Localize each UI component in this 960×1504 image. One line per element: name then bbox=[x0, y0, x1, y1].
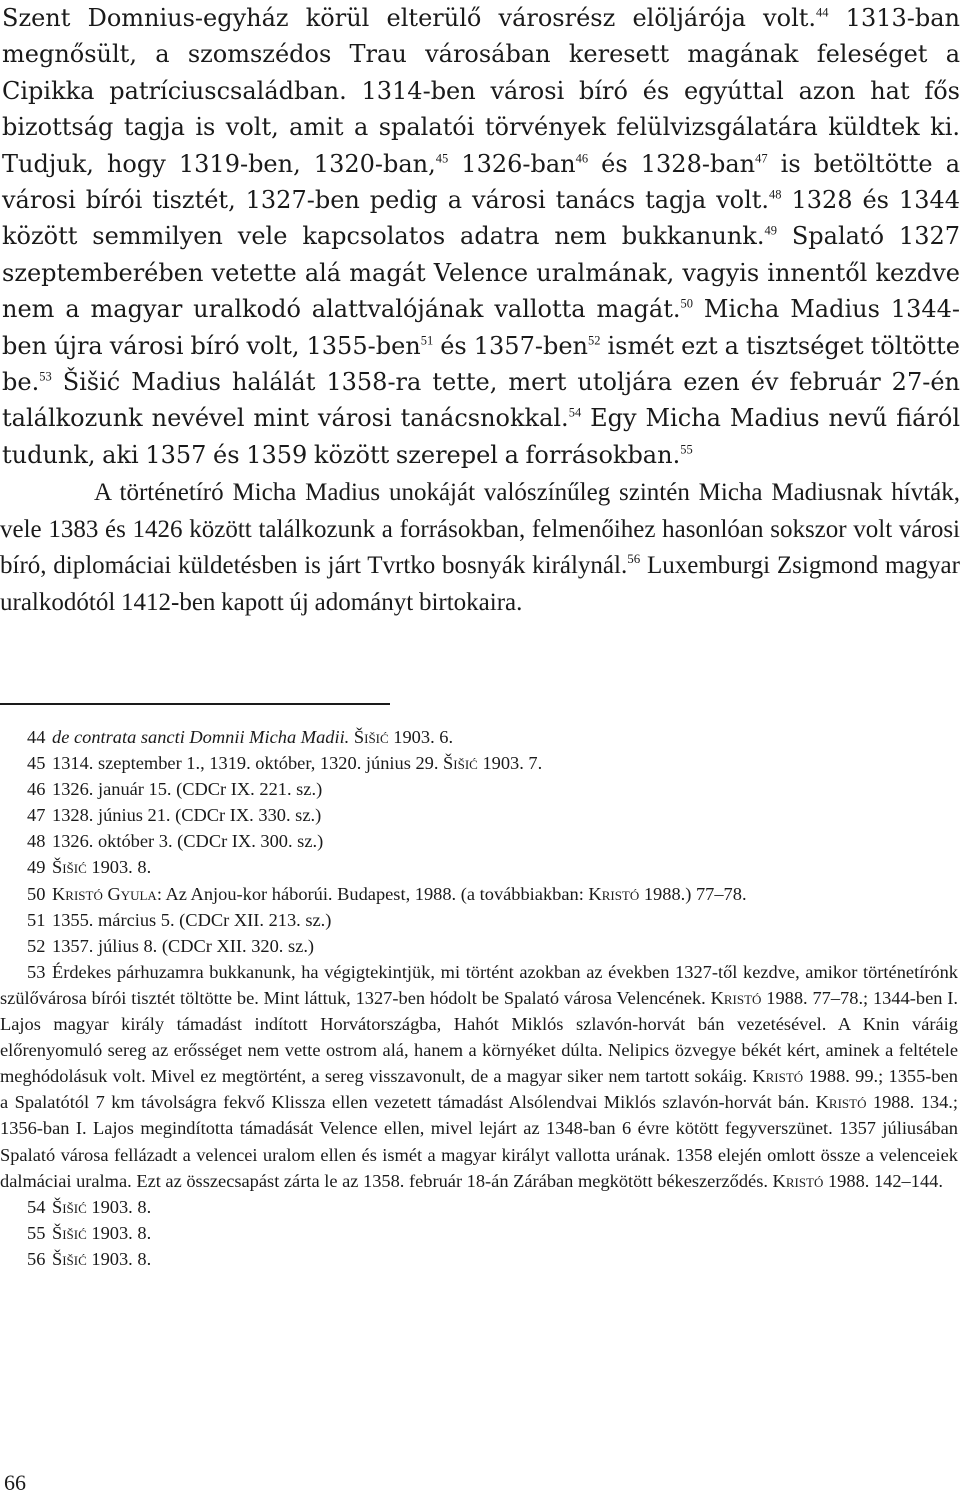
text-run: 1314. szeptember 1., 1319. október, 1320. június 29. bbox=[52, 753, 444, 774]
footnote-ref: 51 bbox=[420, 332, 434, 347]
footnote bbox=[0, 724, 958, 750]
text-run: és 1357-ben bbox=[433, 331, 588, 360]
footnote-number: 53 bbox=[27, 961, 46, 982]
body-paragraph bbox=[0, 475, 960, 621]
footnote-number: 48 bbox=[27, 831, 46, 852]
text-run: 1988. 142–144. bbox=[823, 1170, 943, 1191]
author-name: Šišić bbox=[52, 1196, 87, 1217]
author-name: Šišić bbox=[443, 753, 478, 774]
footnote bbox=[0, 854, 958, 880]
author-name: Kristó Gyula bbox=[52, 883, 157, 904]
footnote-number: 55 bbox=[27, 1222, 46, 1243]
footnote-ref: 56 bbox=[627, 551, 641, 567]
text-run: 1988. 134.; 1356-ban I. Lajos megindította támadását Velence ellen, mivel lejárt az 1348-ban 6 évre kötött fegyverszünet. 1357 júliusában Spalató városa fellázadt a velencei uralom ellen és ismét a magyar királyt vallotta urának. 1358 elején omlott össze a velenceiek dalmáciai uralma. Ezt az összecsapást zárta le az 1358. február 18-án Zárában megkötött békeszerződés. bbox=[0, 1092, 958, 1191]
text-run: 1903. 6. bbox=[388, 727, 454, 747]
text-run: 1328 és 1344 között semmilyen vele kapcsolatos adatra nem bukkanunk. bbox=[2, 186, 960, 251]
text-run: 1988. 99.; 1355-ben a Spalatótól 7 km távolságra fekvő Klissza ellen vezetett támadást Alsólendvai Miklós szlavón-horvát bán. bbox=[0, 1066, 958, 1113]
footnote bbox=[0, 776, 958, 802]
footnote-ref: 45 bbox=[435, 150, 449, 165]
footnote-ref: 46 bbox=[575, 150, 589, 165]
text-run: 1903. 8. bbox=[86, 857, 152, 878]
footnote-ref: 50 bbox=[680, 296, 693, 311]
author-name: Šišić bbox=[52, 857, 87, 878]
footnote-number: 44 bbox=[27, 727, 46, 747]
author-name: Šišić bbox=[52, 1248, 87, 1269]
footnote-number: 54 bbox=[27, 1196, 46, 1217]
text-run: Micha Madius 1344-ben újra városi bíró volt, 1355-ben bbox=[2, 295, 960, 360]
text-run: 1988. 77–78.; 1344-ben I. Lajos magyar király támadást indított Horvátországba, Hahót Miklós szlavón-horvát bán vezetésével. A Knin váráig előrenyomuló sereg az erősséget nem vette ostrom alá, hanem a környéket dúlta. Nelipics özvegye békét kért, aminek a feltétele meghódolásuk volt. Mivel ez megtörtént, a sereg visszavonult, de a magyar siker nem tartott sokáig. bbox=[0, 987, 958, 1087]
footnote bbox=[0, 1194, 958, 1220]
footnote-ref: 49 bbox=[764, 223, 777, 238]
text-run: : Az Anjou-kor háborúi. Budapest, 1988. (a továbbiakban: bbox=[156, 883, 589, 904]
text-run: Šišić Madius halálát 1358-ra tette, mert utoljára ezen év február 27-én találkozunk nevével mint városi tanácsnokkal. bbox=[2, 368, 960, 433]
footnote-separator bbox=[0, 703, 390, 705]
footnote-number: 50 bbox=[27, 883, 46, 904]
footnote-ref: 55 bbox=[680, 442, 693, 457]
footnote-ref: 54 bbox=[568, 405, 582, 420]
footnote-ref: 52 bbox=[587, 332, 601, 347]
footnote bbox=[0, 959, 958, 1194]
text-run: A történetíró Micha Madius unokáját valószínűleg szintén Micha Madiusnak hívták, vele 1383 és 1426 között találkozunk a forrásokban, felmenőihez hasonlóan sokszor volt városi bíró, diplomáciai küldetésben is járt Tvrtko bosnyák királynál. bbox=[0, 479, 960, 580]
text-run: ismét ezt a tisztséget töltötte be. bbox=[2, 331, 960, 397]
footnote-number: 51 bbox=[27, 909, 46, 930]
text-run: 1313-ban megnősült, a szomszédos Trau városában keresett magának feleséget a Cipikka patríciuscsaládban. 1314-ben városi bíró és egyúttal azon hat fős bizottság tagja is volt, amit a spalatói törvények felülvizsgálatára küldtek ki. Tudjuk, hogy 1319-ben, 1320-ban, bbox=[2, 4, 960, 178]
text-run: 1988.) 77–78. bbox=[639, 883, 747, 904]
author-name: Kristó bbox=[772, 1170, 824, 1191]
footnote bbox=[0, 907, 958, 933]
text-run: 1903. 8. bbox=[86, 1196, 152, 1217]
text-run: 1903. 8. bbox=[86, 1222, 152, 1243]
text-run: 1326. január 15. (CDCr IX. 221. sz.) bbox=[52, 779, 323, 800]
text-run: Luxemburgi Zsigmond magyar uralkodótól 1412-ben kapott új adományt birtokaira. bbox=[0, 552, 960, 616]
text-run: 1326. október 3. (CDCr IX. 300. sz.) bbox=[52, 831, 324, 852]
footnote bbox=[0, 750, 958, 776]
footnote-number: 52 bbox=[27, 935, 46, 956]
footnote bbox=[0, 1246, 958, 1272]
text-run: Spalató 1327 szeptemberében vetette alá magát Velence uralmának, vagyis innentől kezdve nem a magyar uralkodó alattvalójának vallotta magát. bbox=[2, 222, 960, 324]
text-run: is betöltötte a városi bírói tisztét, 1327-ben pedig a városi tanács tagja volt. bbox=[2, 149, 960, 215]
footnote bbox=[0, 802, 958, 828]
footnote-ref: 48 bbox=[769, 187, 782, 202]
footnote-number: 49 bbox=[27, 857, 46, 878]
footnote-ref: 44 bbox=[816, 5, 829, 20]
text-run: Szent Domnius-egyház körül elterülő városrész elöljárója volt. bbox=[2, 4, 817, 32]
text-run: Egy Micha Madius nevű fiáról tudunk, aki 1357 és 1359 között szerepel a forrásokban. bbox=[2, 404, 960, 469]
text-run: 1326-ban bbox=[448, 149, 576, 178]
main-text bbox=[0, 0, 960, 621]
footnote bbox=[0, 933, 958, 959]
footnote-number: 45 bbox=[27, 753, 46, 774]
footnote-number: 56 bbox=[27, 1248, 46, 1269]
author-name: Šišić bbox=[52, 1222, 87, 1243]
body-paragraph bbox=[0, 0, 960, 473]
text-run: Érdekes párhuzamra bukkanunk, ha végigtekintjük, mi történt azokban az években 1327-től kezdve, amikor történetírónk szülővárosa bírói tisztét töltötte be. Mint láttuk, 1327-ben hódolt be Spalató városa Velencének. bbox=[0, 961, 958, 1008]
text-run: 1328. június 21. (CDCr IX. 330. sz.) bbox=[52, 805, 322, 826]
footnote bbox=[0, 881, 958, 907]
footnote bbox=[0, 1220, 958, 1246]
footnote bbox=[0, 828, 958, 854]
text-run: de contrata sancti Domnii Micha Madii. bbox=[52, 727, 350, 747]
footnote-ref: 47 bbox=[755, 150, 768, 165]
author-name: Kristó bbox=[752, 1066, 804, 1087]
footnote-number: 47 bbox=[27, 805, 46, 826]
text-run: 1903. 7. bbox=[477, 753, 543, 774]
text-run: 1357. július 8. (CDCr XII. 320. sz.) bbox=[52, 935, 315, 956]
text-run: 1903. 8. bbox=[86, 1248, 152, 1269]
footnotes bbox=[0, 724, 958, 1272]
author-name: Šišić bbox=[353, 727, 389, 747]
text-run: 1355. március 5. (CDCr XII. 213. sz.) bbox=[52, 909, 332, 930]
author-name: Kristó bbox=[815, 1092, 867, 1113]
author-name: Kristó bbox=[588, 883, 640, 904]
footnote-number: 46 bbox=[27, 779, 46, 800]
text-run: és 1328-ban bbox=[588, 149, 756, 178]
footnote-ref: 53 bbox=[39, 369, 52, 384]
author-name: Kristó bbox=[710, 987, 762, 1008]
page-number: 66 bbox=[4, 1470, 26, 1495]
